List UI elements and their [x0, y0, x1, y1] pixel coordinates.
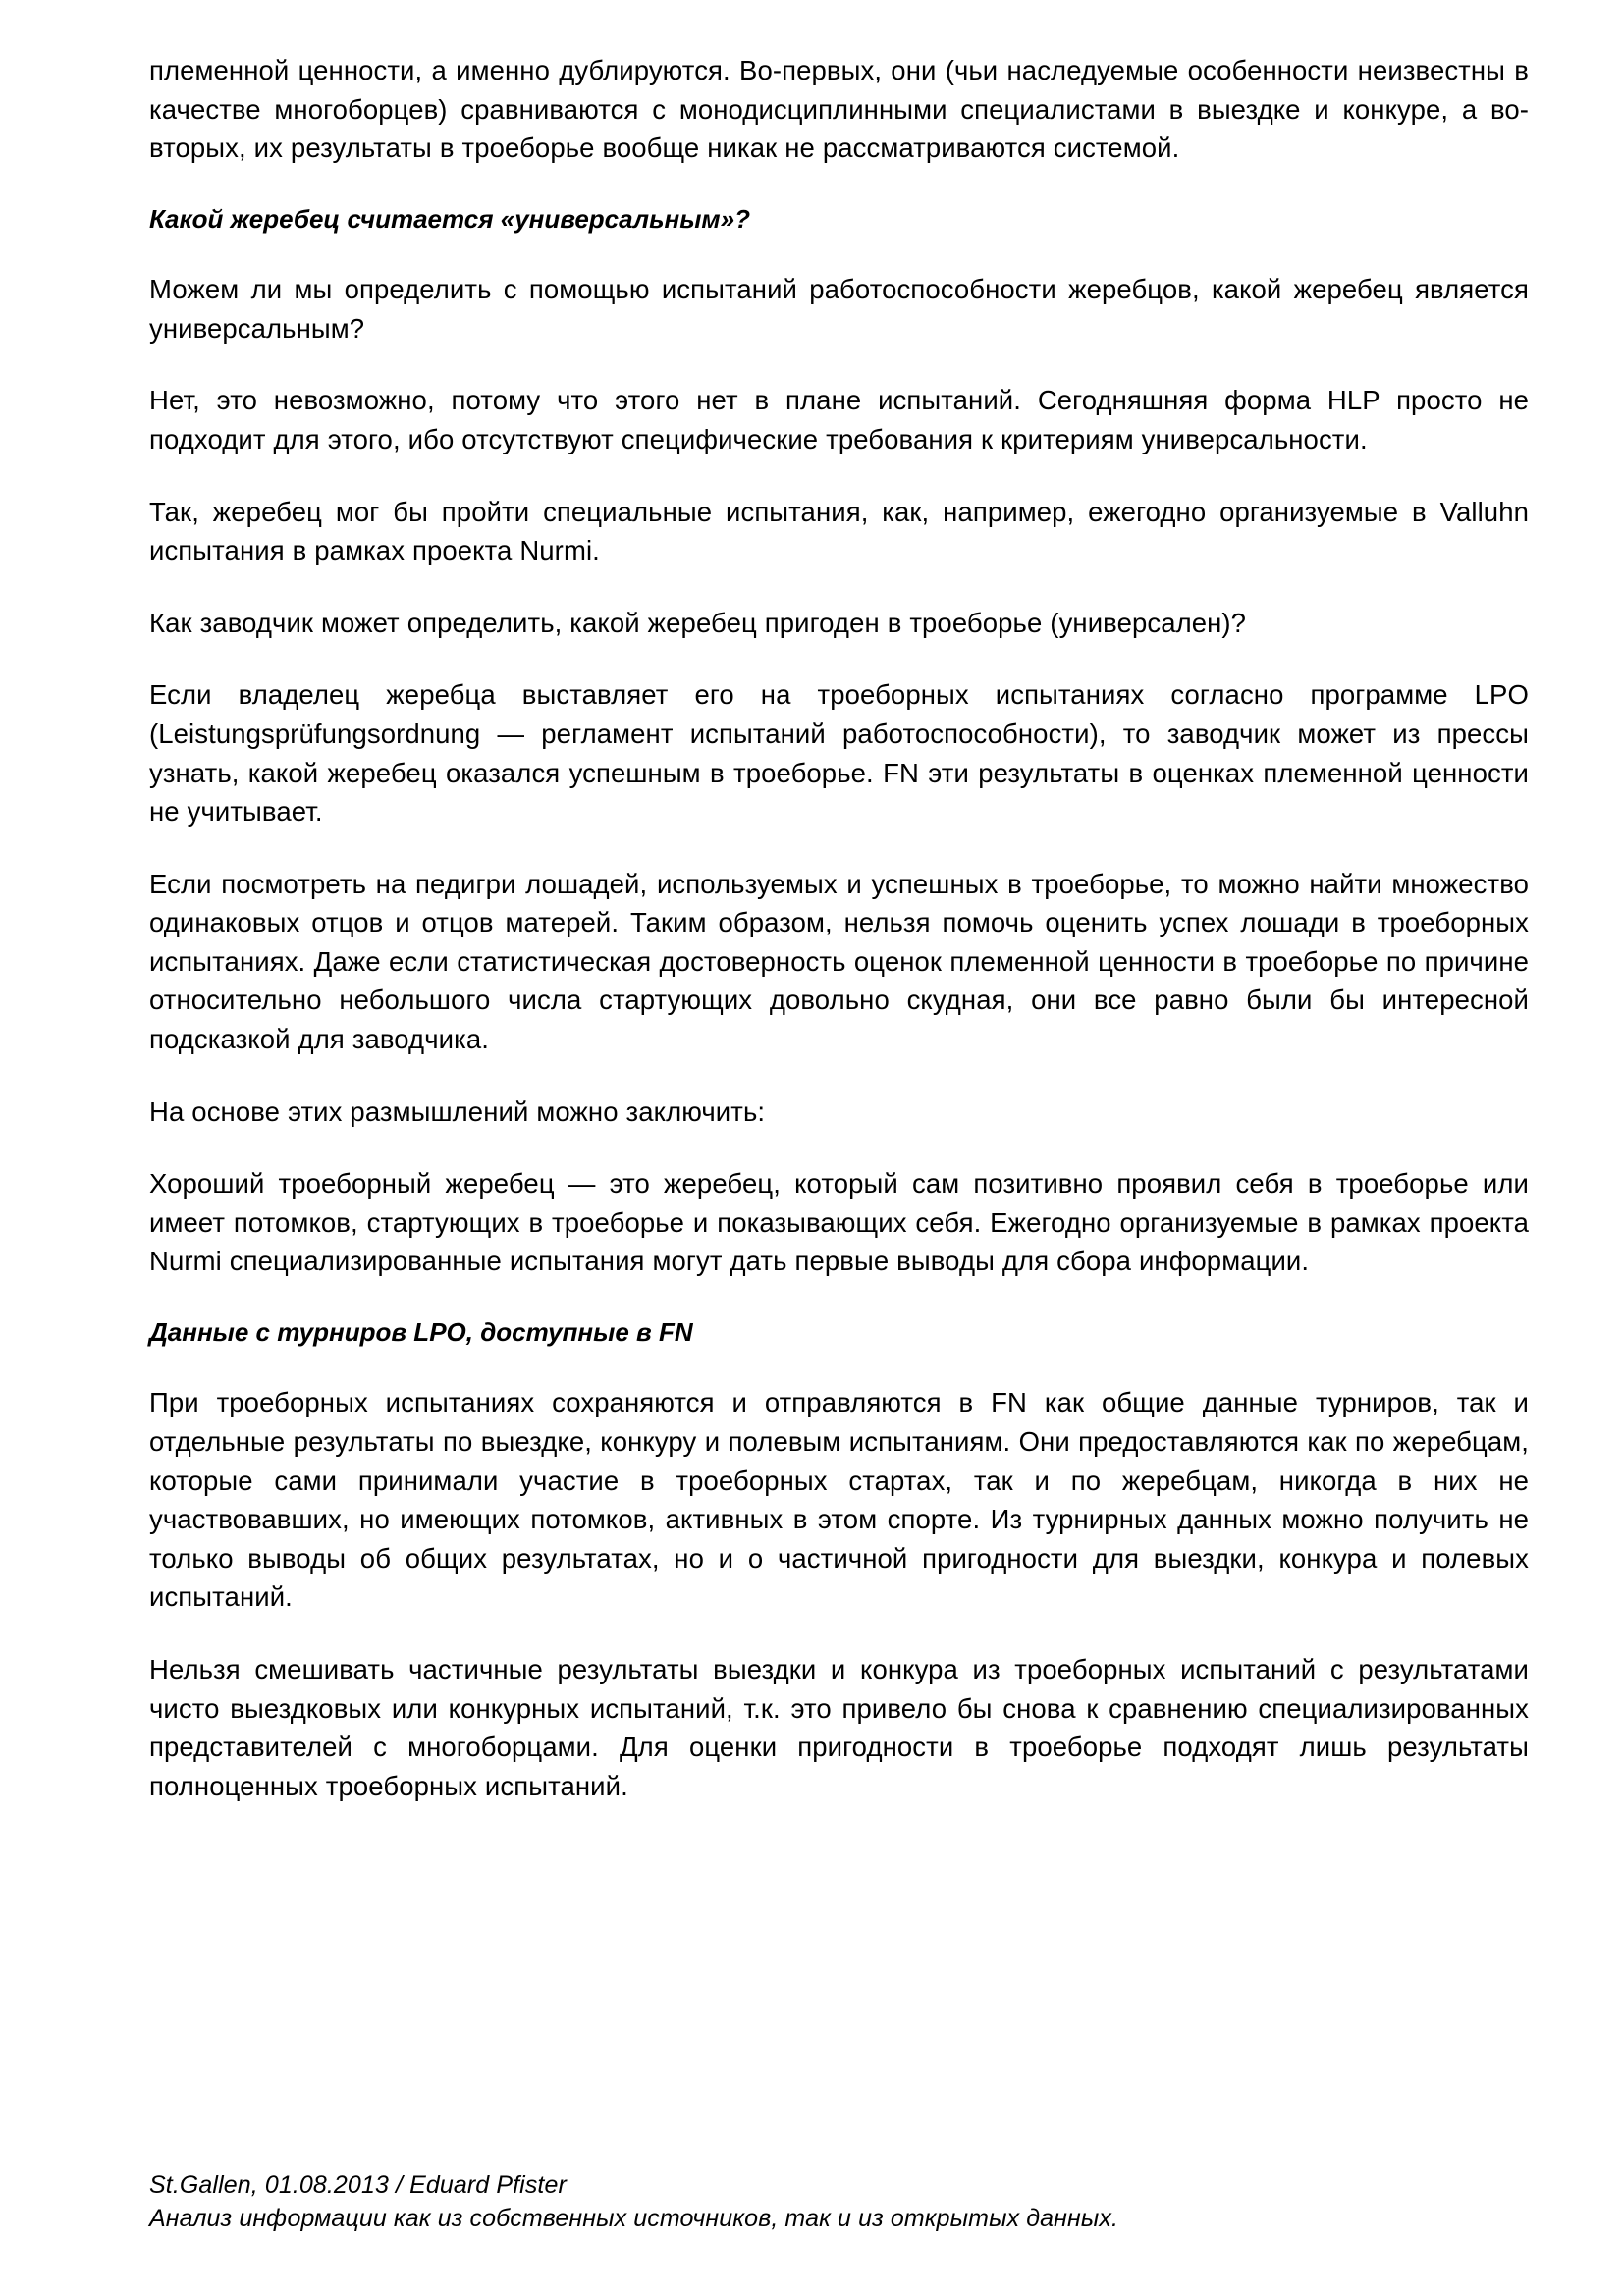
- paragraph-can-we-determine: Можем ли мы определить с помощью испытаний работоспособности жеребцов, какой жеребец является универсальным?: [149, 274, 1529, 344]
- document-body: [149, 51, 1529, 1805]
- paragraph-do-not-mix-results: Нельзя смешивать частичные результаты выездки и конкура из троеборных испытаний с результатами чисто выездковых или конкурных испытаний, т.к. это привело бы снова к сравнению специализированных представителей с многоборцами. Для оценки пригодности в троеборье подходят лишь результаты полноценных троеборных испытаний.: [149, 1654, 1529, 1801]
- paragraph-good-eventing-stallion: Хороший троеборный жеребец — это жеребец, который сам позитивно проявил себя в троеборье или имеет потомков, стартующих в троеборье и показывающих себя. Ежегодно организуемые в рамках проекта Nurmi специализированные испытания могут дать первые выводы для сбора информации.: [149, 1168, 1529, 1277]
- paragraph-pedigree-analysis: Если посмотреть на педигри лошадей, используемых и успешных в троеборье, то можно найти множество одинаковых отцов и отцов матерей. Таким образом, нельзя помочь оценить успех лошади в троеборных испытаниях. Даже если статистическая достоверность оценок племенной ценности в троеборье по причине относительно небольшого числа стартующих довольно скудная, они все равно были бы интересной подсказкой для заводчика.: [149, 868, 1529, 1055]
- paragraph-how-breeder-determines: Как заводчик может определить, какой жеребец пригоден в троеборье (универсален)?: [149, 607, 1247, 638]
- section-heading-lpo-data-in-fn: Данные с турниров LPO, доступные в FN: [149, 1317, 693, 1348]
- paragraph-conclusion-intro: На основе этих размышлений можно заключить:: [149, 1095, 766, 1127]
- footer-source-note: Анализ информации как из собственных источников, так и из открытых данных.: [149, 2204, 1119, 2232]
- paragraph-valluhn-nurmi: Так, жеребец мог бы пройти специальные испытания, как, например, ежегодно организуемые в Valluhn испытания в рамках проекта Nurmi.: [149, 496, 1529, 566]
- paragraph-tournament-data-sent-to-fn: При троеборных испытаниях сохраняются и отправляются в FN как общие данные турниров, так и отдельные результаты по выездке, конкуру и полевым испытаниям. Они предоставляются как по жеребцам, которые сами принимали участие в троеборных стартах, так и по жеребцам, никогда в них не участвовавших, но имеющих потомков, активных в этом спорте. Из турнирных данных можно получить не только выводы об общих результатах, но и о частичной пригодности для выездки, конкура и полевых испытаний.: [149, 1387, 1529, 1613]
- section-heading-universal-stallion: Какой жеребец считается «универсальным»?: [149, 203, 751, 234]
- paragraph-lpo-program: Если владелец жеребца выставляет его на троеборных испытаниях согласно программе LPO (Leistungsprüfungsordnung — регламент испытаний работоспособности), то заводчик может из прессы узнать, какой жеребец оказался успешным в троеборье. FN эти результаты в оценках племенной ценности не учитывает.: [149, 679, 1529, 828]
- paragraph-continuation: племенной ценности, а именно дублируются. Во-первых, они (чьи наследуемые особенности неизвестны в качестве многоборцев) сравниваются с монодисциплинными специалистами в выездке и конкуре, а во-вторых, их результаты в троеборье вообще никак не рассматриваются системой.: [149, 55, 1529, 164]
- page-footer: [149, 2169, 1543, 2235]
- paragraph-not-possible-hlp: Нет, это невозможно, потому что этого нет в плане испытаний. Сегодняшняя форма HLP просто не подходит для этого, ибо отсутствуют специфические требования к критериям универсальности.: [149, 385, 1529, 454]
- footer-attribution: St.Gallen, 01.08.2013 / Eduard Pfister: [149, 2171, 567, 2199]
